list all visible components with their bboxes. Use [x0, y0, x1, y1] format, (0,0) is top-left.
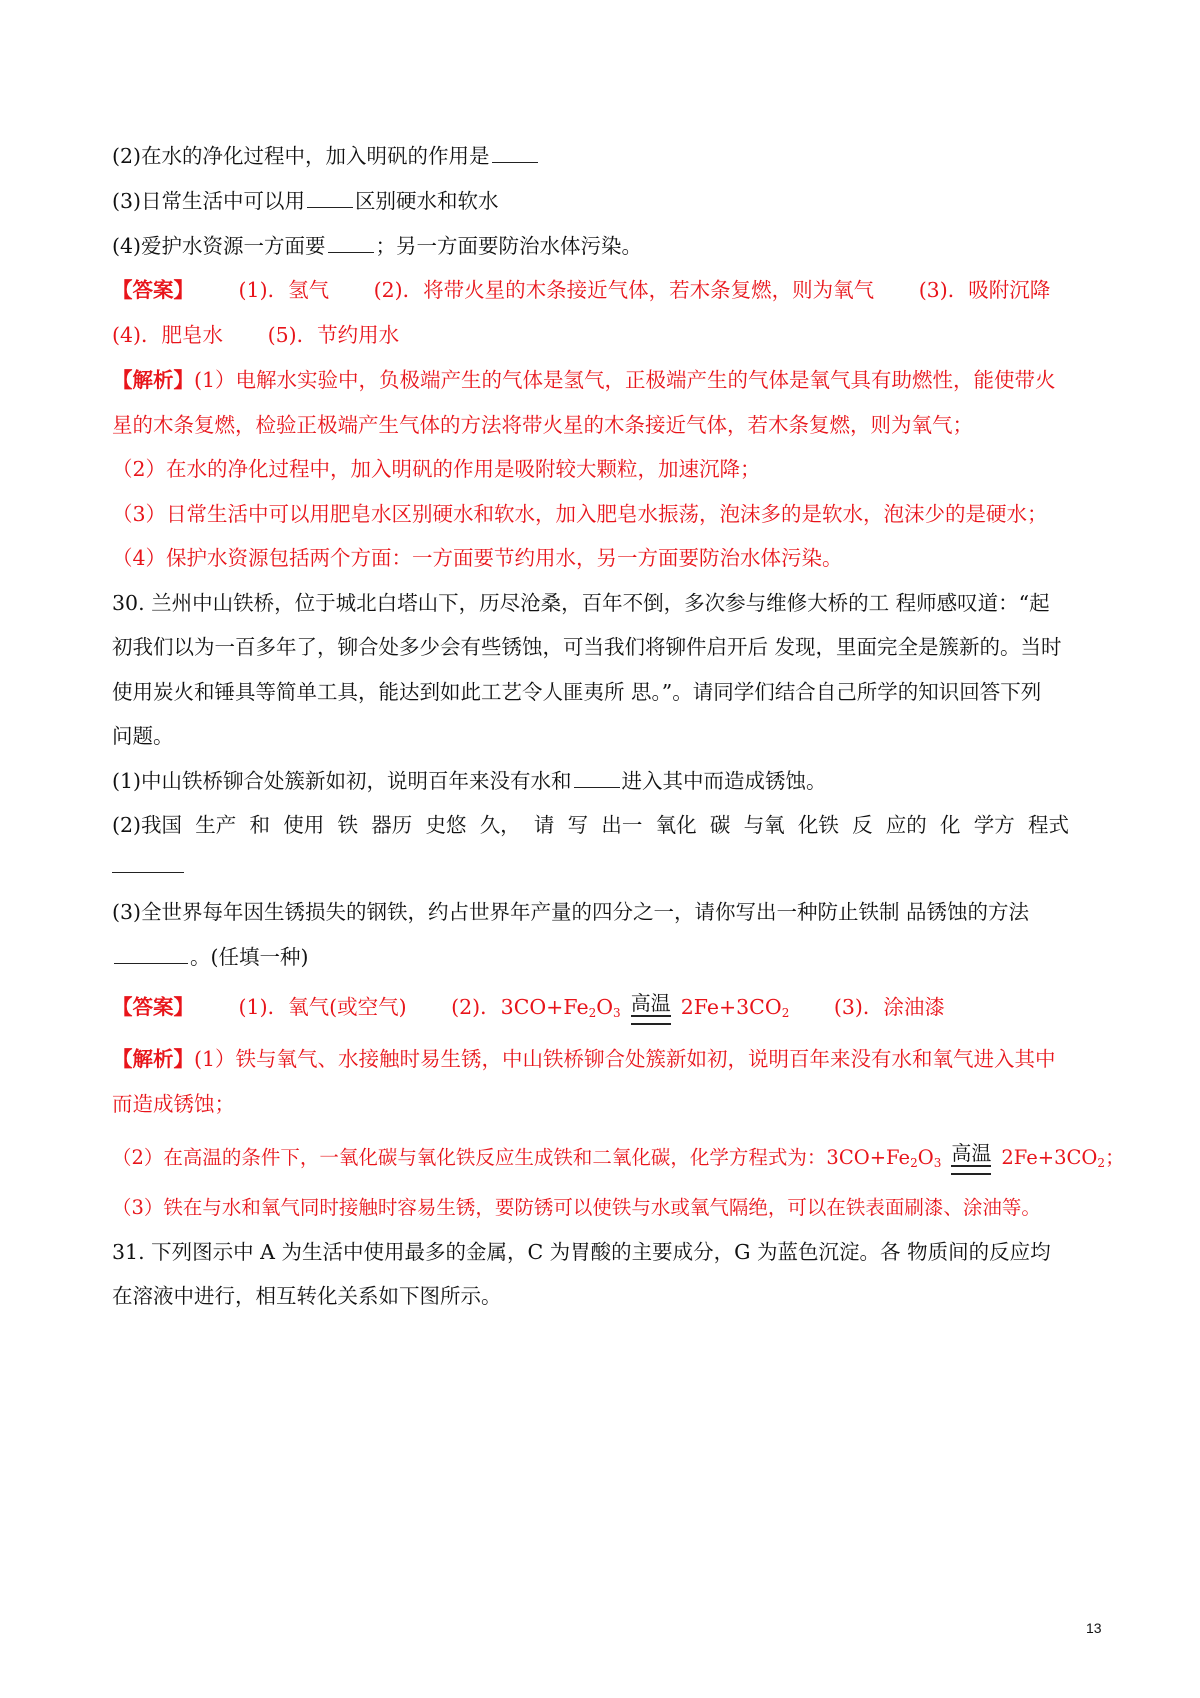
q31-stem-2: 在溶液中进行，相互转化关系如下图所示。	[112, 1284, 502, 1308]
word: 程式	[1028, 813, 1069, 837]
reaction-condition: 高温	[951, 1142, 991, 1175]
word: 氧化	[655, 813, 697, 837]
q30-part1: (1)中山铁桥铆合处簇新如初，说明百年来没有水和 进入其中而造成锈蚀。	[112, 769, 827, 793]
word: (2)我国	[112, 813, 183, 837]
answer-label: 【答案】	[112, 278, 194, 302]
q30-stem-1: 30. 兰州中山铁桥，位于城北白塔山下，历尽沧桑，百年不倒，多次参与维修大桥的工 程师感叹道：“起	[112, 591, 1050, 615]
page-number: 13	[1086, 1620, 1102, 1636]
q29-analysis-4: （4）保护水资源包括两个方面：一方面要节约用水，另一方面要防治水体污染。	[112, 546, 843, 570]
word: 铁	[337, 813, 358, 837]
analysis-label: 【解析】	[112, 368, 194, 392]
word: 和	[249, 813, 271, 837]
q30-analysis-1a: 【解析】(1）铁与氧气、水接触时易生锈，中山铁桥铆合处簇新如初，说明百年来没有水和氧气进入其中	[112, 1047, 1056, 1071]
q30-part3a: (3)全世界每年因生锈损失的钢铁，约占世界年产量的四分之一，请你写出一种防止铁制 品锈蚀的方法	[112, 900, 1030, 924]
q29-analysis-3: （3）日常生活中可以用肥皂水区别硬水和软水，加入肥皂水振荡，泡沫多的是软水，泡沫少的是硬水；	[112, 502, 1048, 526]
q30-stem-4: 问题。	[112, 724, 174, 748]
answer-blank	[574, 767, 620, 788]
word: 碳	[709, 813, 731, 837]
answer-item: (5)．节约用水	[267, 323, 400, 347]
q30-analysis-3: （3）铁在与水和氧气同时接触时容易生锈，要防锈可以使铁与水或氧气隔绝，可以在铁表面刷漆、涂油等。	[112, 1196, 1041, 1219]
q30-analysis-1b: 而造成锈蚀；	[112, 1092, 235, 1116]
word: 生产	[195, 813, 237, 837]
answer-item: (1)．氢气	[238, 278, 330, 302]
answer-item: (1)．氧气(或空气)	[238, 995, 407, 1019]
q31-stem-1: 31. 下列图示中 A 为生活中使用最多的金属，C 为胃酸的主要成分，G 为蓝色沉淀。各 物质间的反应均	[112, 1240, 1051, 1264]
answer-label: 【答案】	[112, 995, 194, 1019]
q30-stem-2: 初我们以为一百多年了，铆合处多少会有些锈蚀，可当我们将铆件启开后 发现，里面完全是簇新的。当时	[112, 635, 1062, 659]
word: 与氧	[743, 813, 785, 837]
word: 学方	[973, 813, 1015, 837]
q29-analysis-1a: 【解析】(1）电解水实验中，负极端产生的气体是氢气，正极端产生的气体是氧气具有助燃性，能使带火	[112, 368, 1056, 392]
q29-part2: (2)在水的净化过程中，加入明矾的作用是	[112, 142, 540, 170]
word: 化铁	[797, 813, 839, 837]
answer-item: (2)．将带火星的木条接近气体，若木条复燃，则为氧气	[373, 278, 875, 302]
q30-part3b: 。(任填一种)	[112, 943, 309, 971]
answer-blank	[112, 872, 184, 873]
q29-part4: (4)爱护水资源一方面要 ；另一方面要防治水体污染。	[112, 234, 643, 258]
answer-item: (3)．吸附沉降	[918, 278, 1051, 302]
answer-blank	[492, 142, 538, 163]
word: 使用	[283, 813, 325, 837]
q29-answer-line2	[112, 321, 399, 349]
analysis-label: 【解析】	[112, 1047, 194, 1071]
answer-blank	[328, 232, 374, 253]
q29-analysis-2: （2）在水的净化过程中，加入明矾的作用是吸附较大颗粒，加速沉降；	[112, 457, 761, 481]
word: 久，	[479, 813, 521, 837]
answer-item: (4)．肥皂水	[112, 323, 224, 347]
q30-part2	[112, 811, 1069, 839]
answer-blank	[114, 943, 188, 964]
word: 器历	[371, 813, 413, 837]
word: 化	[940, 813, 961, 837]
q29-analysis-1b: 星的木条复燃，检验正极端产生气体的方法将带火星的木条接近气体，若木条复燃，则为氧气；	[112, 413, 973, 437]
q30-analysis-2: （2）在高温的条件下，一氧化碳与氧化铁反应生成铁和二氧化碳，化学方程式为：$3CO+Fe_2O_3$ 高温 $2Fe+3CO_2$；	[112, 1142, 1125, 1175]
reaction-condition: 高温	[631, 992, 671, 1025]
word: 写	[567, 813, 589, 837]
word: 应的	[885, 813, 927, 837]
answer-blank	[307, 187, 353, 208]
word: 反	[852, 813, 873, 837]
q29-answer-line1	[112, 276, 1050, 304]
word: 史悠	[425, 813, 467, 837]
q30-stem-3: 使用炭火和锤具等简单工具，能达到如此工艺令人匪夷所 思。”。请同学们结合自己所学的知识回答下列	[112, 680, 1042, 704]
q29-part3: (3)日常生活中可以用 区别硬水和软水	[112, 189, 499, 213]
q30-answer	[112, 992, 945, 1025]
answer-equation: (2)．$3CO+Fe_2O_3$ 高温 $2Fe+3CO_2$	[451, 995, 789, 1019]
word: 请	[533, 813, 555, 837]
word: 出一	[601, 813, 643, 837]
answer-item: (3)．涂油漆	[833, 995, 945, 1019]
